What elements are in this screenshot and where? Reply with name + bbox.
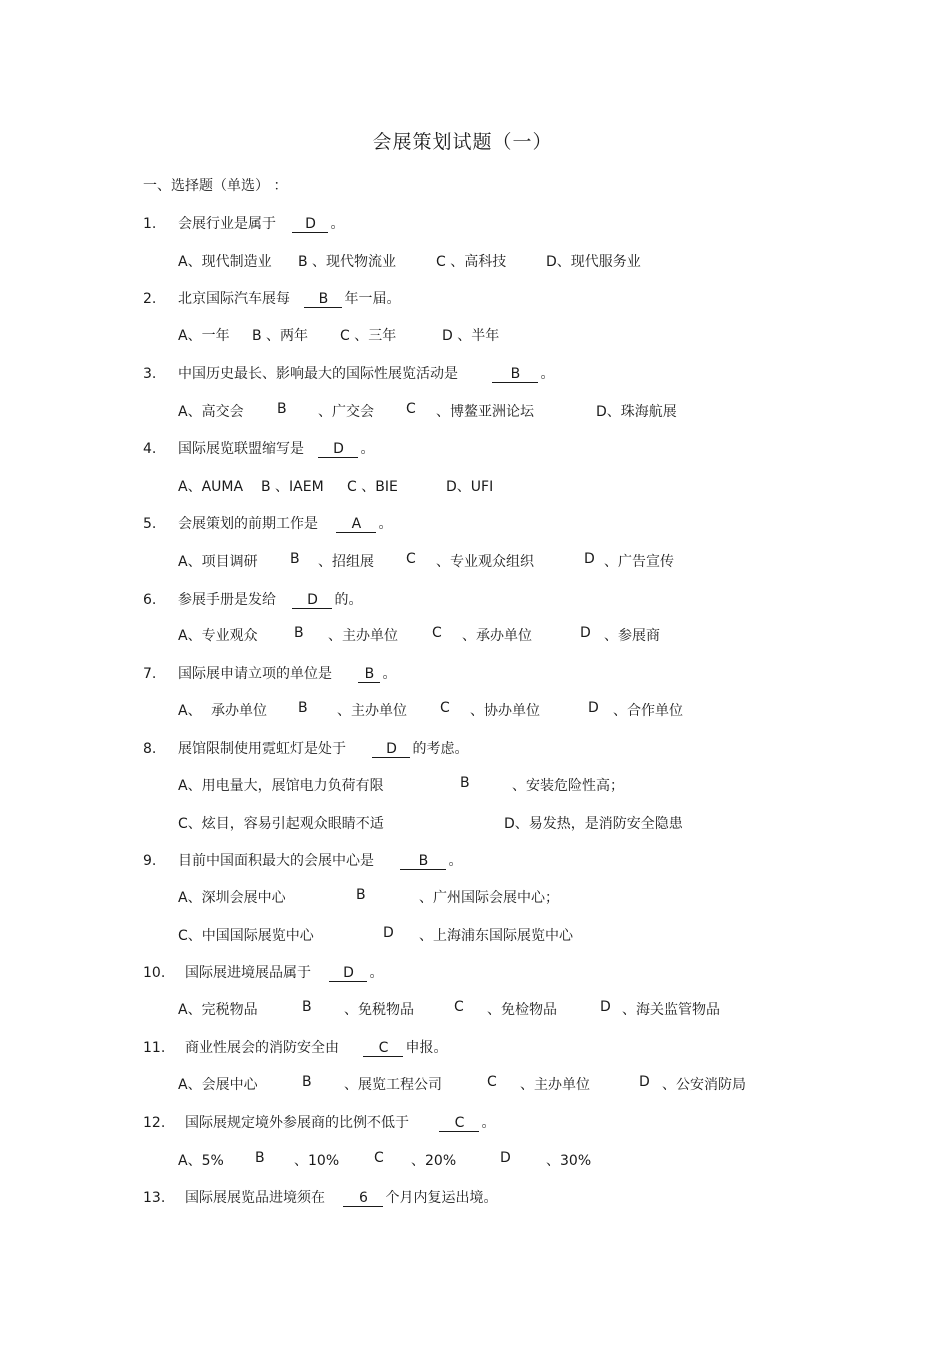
question-12 [143,1112,495,1132]
option-text: B 、两年 [252,328,309,344]
option-text: D [584,551,595,567]
option-text: A、用电量大，展馆电力负荷有限 [178,778,384,794]
answer-blank: C [363,1041,403,1057]
answer-blank: D [329,966,367,982]
question-text: 北京国际汽车展每 [178,291,290,307]
answer-blank: B [304,292,342,308]
question-8 [143,738,468,758]
option-text: D、UFI [446,479,494,495]
option-text: B [294,625,304,641]
option-text: D [639,1074,650,1090]
option-text: 、专业观众组织 [436,554,534,570]
option-text: 、展览工程公司 [344,1077,442,1093]
question-9 [143,850,462,870]
answer-blank: C [439,1116,479,1132]
option-text: 、协办单位 [470,703,540,719]
question-suffix: 。 [360,441,375,457]
option-text: B [255,1150,265,1166]
option-text: C、中国国际展览中心 [178,928,314,944]
option-text: 、免税物品 [344,1002,414,1018]
option-text: 、招组展 [318,554,374,570]
question-suffix: 。 [448,853,463,869]
answer-blank: A [336,517,376,533]
answer-blank: B [400,854,446,870]
question-suffix: 。 [330,216,345,232]
option-text: B 、IAEM [261,479,324,495]
question-text: 国际展规定境外参展商的比例不低于 [185,1115,409,1131]
option-text: A、高交会 [178,404,244,420]
question-number: 12. [143,1115,166,1131]
option-text: 、承办单位 [462,628,532,644]
answer-blank: D [292,593,332,609]
option-text: A、AUMA [178,479,244,495]
question-suffix: 。 [378,516,393,532]
option-text: C [440,700,450,716]
question-text: 中国历史最长、影响最大的国际性展览活动是 [178,366,458,382]
option-text: D、易发热，是消防安全隐患 [504,816,683,832]
option-text: B [302,999,312,1015]
answer-blank: 6 [343,1191,383,1207]
question-7 [143,663,396,683]
question-suffix: 。 [382,666,397,682]
option-text: B [356,887,366,903]
option-text: A、5% [178,1153,224,1169]
option-text: 、主办单位 [328,628,398,644]
question-text: 参展手册是发给 [178,592,276,608]
question-text: 国际展览联盟缩写是 [178,441,304,457]
question-suffix: 的。 [334,592,363,608]
option-text: 、广告宣传 [604,554,674,570]
page-title: 会展策划试题（一） [372,131,553,153]
question-text: 会展策划的前期工作是 [178,516,318,532]
question-text: 国际展展览品进境须在 [185,1190,325,1206]
question-number: 10. [143,965,166,981]
question-10 [143,962,383,982]
option-text: B [298,700,308,716]
option-text: 、20% [411,1153,457,1169]
option-text: 、海关监管物品 [622,1002,720,1018]
answer-blank: D [292,217,328,233]
question-number: 8. [143,741,157,757]
question-text: 展馆限制使用霓虹灯是处于 [178,741,346,757]
option-text: A、一年 [178,328,230,344]
question-number: 2. [143,291,157,307]
option-text: A、深圳会展中心 [178,890,286,906]
option-text: B [290,551,300,567]
question-suffix: 。 [540,366,555,382]
option-text: D 、半年 [442,328,500,344]
option-text: C [432,625,442,641]
question-suffix: 的考虑。 [412,741,469,757]
question-text: 会展行业是属于 [178,216,276,232]
answer-blank: B [358,667,380,683]
question-text: 国际展进境展品属于 [185,965,311,981]
option-text: C 、三年 [340,328,397,344]
option-text: C [487,1074,497,1090]
option-text: 承办单位 [211,703,267,719]
option-text: 、博鳌亚洲论坛 [436,404,534,420]
option-text: A、完税物品 [178,1002,258,1018]
option-text: B [302,1074,312,1090]
question-number: 1. [143,216,157,232]
option-text: 、参展商 [604,628,660,644]
question-text: 商业性展会的消防安全由 [185,1040,339,1056]
question-text: 国际展申请立项的单位是 [178,666,332,682]
question-13 [143,1187,497,1207]
question-suffix: 申报。 [405,1040,448,1056]
option-text: A、 [178,703,202,719]
question-number: 6. [143,592,157,608]
answer-blank: D [318,442,358,458]
answer-blank: B [492,367,538,383]
option-text: 、主办单位 [520,1077,590,1093]
question-11 [143,1037,447,1057]
option-text: D [588,700,599,716]
option-text: C、炫目，容易引起观众眼睛不适 [178,816,384,832]
question-number: 11. [143,1040,166,1056]
option-text: D [383,925,394,941]
question-suffix: 个月内复运出境。 [385,1190,498,1206]
question-4 [143,438,374,458]
option-text: 、上海浦东国际展览中心 [419,928,573,944]
option-text: A、现代制造业 [178,254,272,270]
question-text: 目前中国面积最大的会展中心是 [178,853,374,869]
option-text: C [406,401,416,417]
question-number: 7. [143,666,157,682]
option-text: 、30% [546,1153,592,1169]
option-text: D [580,625,591,641]
option-text: A、会展中心 [178,1077,258,1093]
section-heading: 一、选择题（单选） ： [143,178,288,194]
option-text: D [600,999,611,1015]
option-text: 、广交会 [318,404,374,420]
option-text: 、免检物品 [487,1002,557,1018]
option-text: 、主办单位 [337,703,407,719]
option-text: B 、现代物流业 [298,254,397,270]
question-number: 3. [143,366,157,382]
question-number: 13. [143,1190,166,1206]
question-suffix: 年一届。 [344,291,401,307]
question-suffix: 。 [481,1115,496,1131]
option-text: 、公安消防局 [662,1077,746,1093]
question-6 [143,589,362,609]
option-text: 、广州国际会展中心； [419,890,559,906]
answer-blank: D [372,742,410,758]
question-number: 5. [143,516,157,532]
question-3 [143,363,554,383]
option-text: D、现代服务业 [546,254,641,270]
option-text: C [406,551,416,567]
question-5 [143,513,392,533]
option-text: A、专业观众 [178,628,258,644]
option-text: C 、BIE [347,479,398,495]
option-text: C 、高科技 [436,254,507,270]
question-suffix: 。 [369,965,384,981]
option-text: D [500,1150,511,1166]
option-text: 、安装危险性高； [512,778,624,794]
question-number: 9. [143,853,157,869]
question-1 [143,213,344,233]
option-text: D、珠海航展 [596,404,677,420]
option-text: B [460,775,470,791]
option-text: 、10% [294,1153,340,1169]
option-text: A、项目调研 [178,554,258,570]
option-text: B [277,401,287,417]
question-number: 4. [143,441,157,457]
option-text: C [374,1150,384,1166]
question-2 [143,288,400,308]
option-text: C [454,999,464,1015]
option-text: 、合作单位 [613,703,683,719]
